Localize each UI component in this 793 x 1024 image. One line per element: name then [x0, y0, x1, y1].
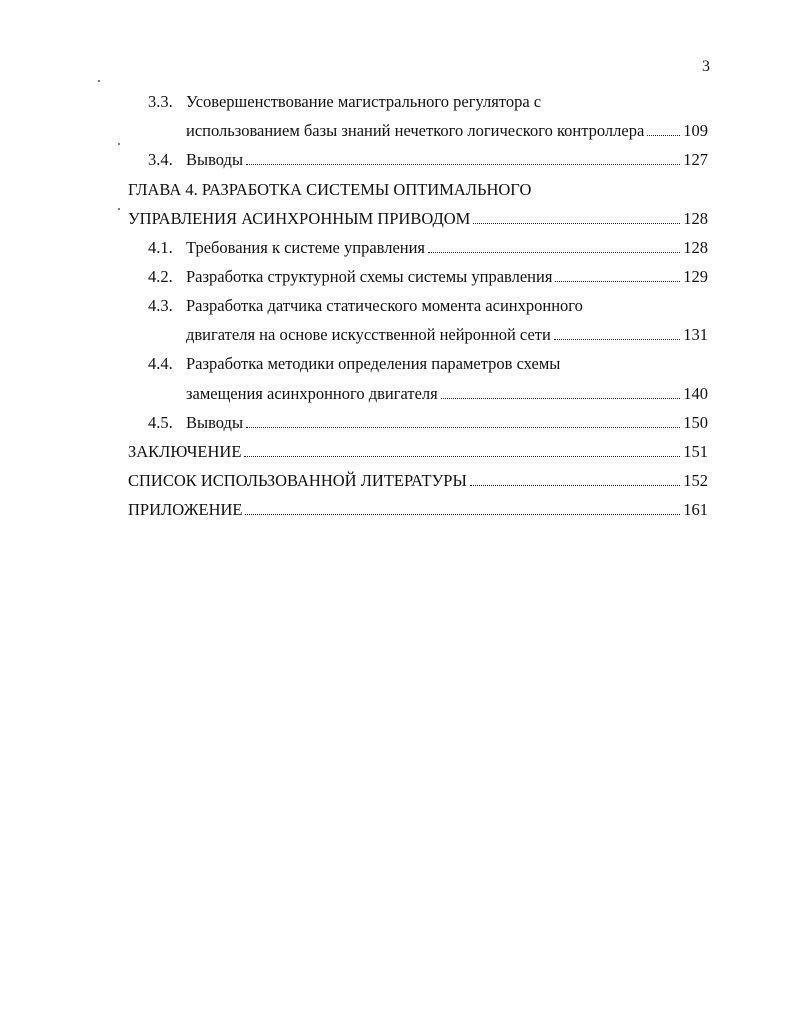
dot-leader [555, 281, 680, 282]
dot-leader [246, 427, 680, 428]
toc-entry-conclusion[interactable] [128, 434, 708, 462]
toc-entry-references[interactable] [128, 463, 708, 491]
toc-entry-3-4[interactable] [148, 142, 708, 170]
toc-number: 4.5. [148, 413, 173, 432]
toc-title: Разработка датчика статического момента асинхронного [186, 296, 583, 315]
toc-entry-appendix[interactable] [128, 492, 708, 520]
toc-number: 4.4. [148, 354, 173, 373]
toc-number: 4.1. [148, 238, 173, 257]
dot-leader [470, 485, 680, 486]
toc-page: 109 [683, 121, 708, 140]
scan-speck [118, 208, 120, 210]
page-number: 3 [702, 58, 710, 75]
toc-number: 4.3. [148, 296, 173, 315]
toc-page: 128 [683, 209, 708, 228]
toc-entry-4-4-continuation[interactable] [186, 376, 708, 404]
dot-leader [428, 252, 680, 253]
dot-leader [245, 514, 680, 515]
toc-title: Усовершенствование магистрального регулятора с [186, 92, 542, 111]
toc-page: 152 [683, 471, 708, 490]
toc-title: ЗАКЛЮЧЕНИЕ [128, 442, 242, 461]
toc-title: использованием базы знаний нечеткого логического контроллера [186, 121, 645, 140]
toc-page: 128 [683, 238, 708, 257]
toc-entry-chapter-4[interactable] [128, 172, 708, 200]
toc-number: 3.3. [148, 92, 173, 111]
toc-page: 150 [683, 413, 708, 432]
toc-page: 161 [683, 500, 708, 519]
toc-title: Разработка методики определения параметров схемы [186, 354, 561, 373]
toc-title: двигателя на основе искусственной нейронной сети [186, 325, 551, 344]
toc-entry-4-2[interactable] [148, 259, 708, 287]
toc-title: ПРИЛОЖЕНИЕ [128, 500, 243, 519]
toc-title: Выводы [186, 413, 244, 432]
toc-page: 131 [683, 325, 708, 344]
toc-title: Выводы [186, 150, 244, 169]
toc-page: 129 [683, 267, 708, 286]
toc-entry-3-3[interactable] [148, 84, 708, 112]
toc-entry-3-3-continuation[interactable] [186, 113, 708, 141]
toc-title: УПРАВЛЕНИЯ АСИНХРОННЫМ ПРИВОДОМ [128, 209, 471, 228]
toc-page: 127 [683, 150, 708, 169]
dot-leader [441, 398, 681, 399]
dot-leader [647, 135, 680, 136]
toc-entry-4-5[interactable] [148, 405, 708, 433]
scan-speck [98, 80, 100, 82]
toc-number: 3.4. [148, 150, 173, 169]
toc-page: 140 [683, 384, 708, 403]
toc-title: замещения асинхронного двигателя [186, 384, 438, 403]
toc-entry-4-1[interactable] [148, 230, 708, 258]
dot-leader [554, 339, 680, 340]
toc-title: Требования к системе управления [186, 238, 426, 257]
toc-title: ГЛАВА 4. РАЗРАБОТКА СИСТЕМЫ ОПТИМАЛЬНОГО [128, 180, 532, 199]
scan-speck [118, 143, 120, 145]
toc-title: Разработка структурной схемы системы управления [186, 267, 553, 286]
toc-entry-chapter-4-continuation[interactable] [128, 201, 708, 229]
toc-entry-4-4[interactable] [148, 346, 708, 374]
toc-page: 151 [683, 442, 708, 461]
toc-title: СПИСОК ИСПОЛЬЗОВАННОЙ ЛИТЕРАТУРЫ [128, 471, 467, 490]
dot-leader [244, 456, 680, 457]
dot-leader [473, 223, 680, 224]
toc-entry-4-3[interactable] [148, 288, 708, 316]
toc-entry-4-3-continuation[interactable] [186, 317, 708, 345]
dot-leader [246, 164, 680, 165]
toc-number: 4.2. [148, 267, 173, 286]
